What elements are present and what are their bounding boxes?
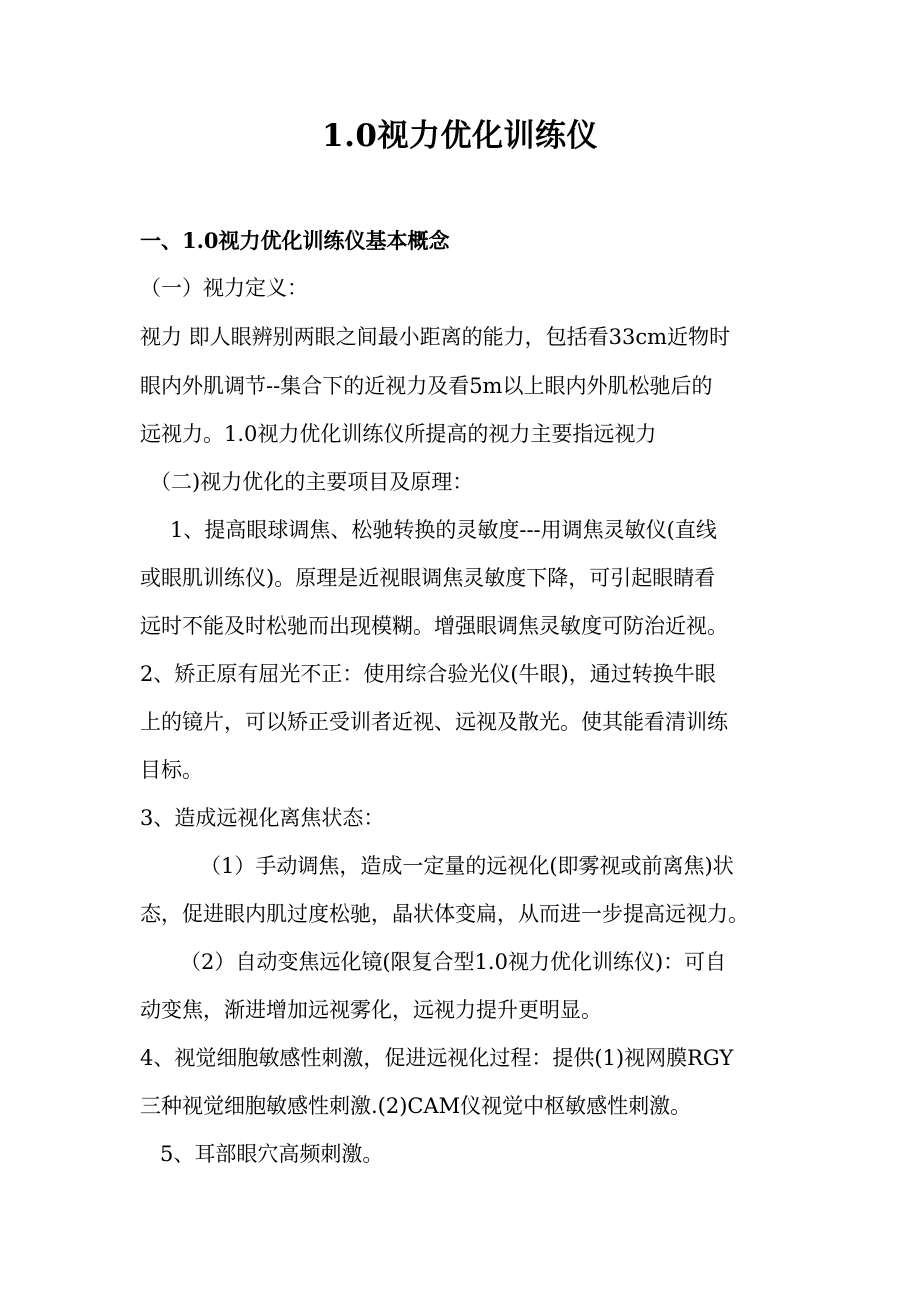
paragraph-line: 2、矫正原有屈光不正：使用综合验光仪(牛眼)，通过转换牛眼 xyxy=(140,662,716,686)
paragraph-line: 3、造成远视化离焦状态： xyxy=(140,806,385,830)
section-heading: 一、1.0视力优化训练仪基本概念 xyxy=(140,228,450,253)
paragraph-line: 视力 即人眼辨别两眼之间最小距离的能力，包括看33cm近物时 xyxy=(140,325,731,349)
paragraph-line: 目标。 xyxy=(140,758,203,782)
paragraph-line: 远时不能及时松驰而出现模糊。增强眼调焦灵敏度可防治近视。 xyxy=(140,614,728,638)
paragraph-line: 态，促进眼内肌过度松驰，晶状体变扁，从而进一步提高远视力。 xyxy=(140,902,749,926)
paragraph-line: 三种视觉细胞敏感性刺激.(2)CAM仪视觉中枢敏感性刺激。 xyxy=(140,1094,692,1118)
paragraph-line: （2）自动变焦远化镜(限复合型1.0视力优化训练仪)：可自 xyxy=(180,950,727,974)
paragraph-line: 1、提高眼球调焦、松驰转换的灵敏度---用调焦灵敏仪(直线 xyxy=(170,518,717,542)
subsection-heading: （二)视力优化的主要项目及原理： xyxy=(150,470,474,494)
subsection-heading: （一）视力定义： xyxy=(140,276,308,300)
paragraph-line: 4、视觉细胞敏感性刺激，促进远视化过程：提供(1)视网膜RGY xyxy=(140,1046,734,1070)
paragraph-line: 动变焦，渐进增加远视雾化，远视力提升更明显。 xyxy=(140,998,602,1022)
paragraph-line: 5、耳部眼穴高频刺激。 xyxy=(160,1142,384,1166)
paragraph-line: 眼内外肌调节--集合下的近视力及看5m以上眼内外肌松驰后的 xyxy=(140,374,713,398)
paragraph-line: （1）手动调焦，造成一定量的远视化(即雾视或前离焦)状 xyxy=(200,854,734,878)
paragraph-line: 或眼肌训练仪)。原理是近视眼调焦灵敏度下降，可引起眼睛看 xyxy=(140,566,716,590)
document-title: 1.0视力优化训练仪 xyxy=(322,118,598,154)
paragraph-line: 上的镜片，可以矫正受训者近视、远视及散光。使其能看清训练 xyxy=(140,710,728,734)
paragraph-line: 远视力。1.0视力优化训练仪所提高的视力主要指远视力 xyxy=(140,422,657,446)
